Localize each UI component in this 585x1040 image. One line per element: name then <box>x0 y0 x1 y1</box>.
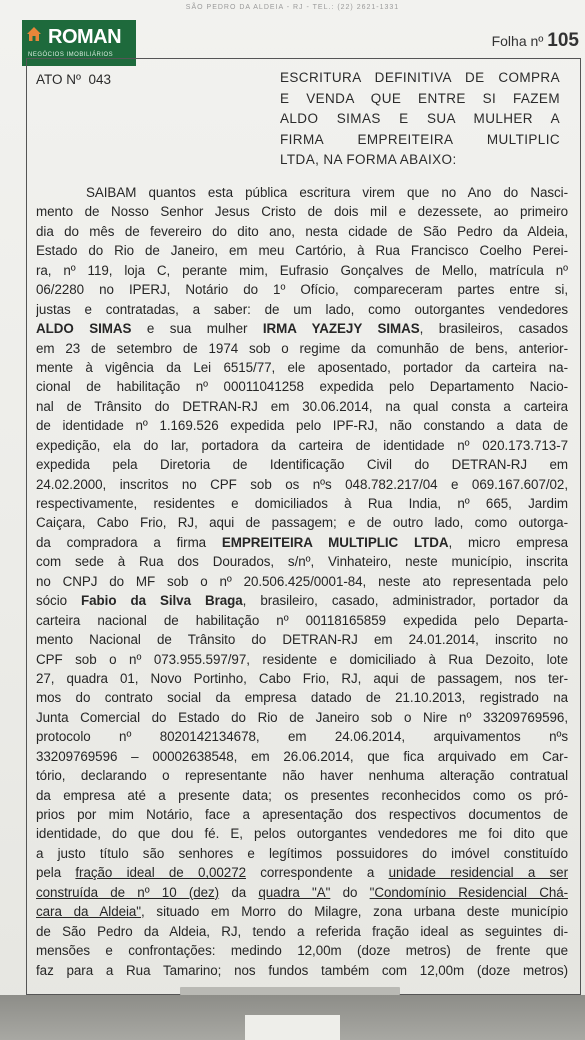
body-line: construída de nº 10 (dez) da quadra "A" do "Condomínio Residencial Chá- <box>36 884 568 900</box>
body-line: de identidade nº 1.169.526 expedida pelo IPF-RJ, não constando a data de <box>36 418 568 434</box>
table-surface <box>0 995 585 1040</box>
body-line: sócio Fabio da Silva Braga, brasileiro, casado, administrador, portador da <box>36 593 568 609</box>
body-line: cional de habilitação nº 00011041258 expedida pelo Departamento Nacio- <box>36 379 568 395</box>
deed-body <box>36 183 568 980</box>
body-line: prios por mim Notário, face a apresentação dos respectivos documentos de <box>36 807 568 822</box>
emphasis-text: ALDO SIMAS <box>36 321 132 337</box>
logo-tagline: NEGÓCIOS IMOBILIÁRIOS <box>28 52 114 58</box>
body-line: dia do mês de fevereiro do dito ano, nesta cidade de São Pedro da Aldeia, <box>36 223 568 239</box>
body-line: Caiçara, Cabo Frio, RJ, aqui de passagem; e de outro lado, como outorga- <box>36 515 568 531</box>
body-line: justas e contratadas, a saber: de um lado, como outorgantes vendedores <box>36 301 568 317</box>
folha-label <box>492 30 579 52</box>
body-line: em 23 de setembro de 1974 sob o regime da comunhão de bens, anterior- <box>36 340 568 356</box>
ato-label: ATO Nº <box>36 72 81 87</box>
body-line: cara da Aldeia", situado em Morro do Milagre, zona urbana deste município <box>36 904 568 920</box>
office-header: SÃO PEDRO DA ALDEIA - RJ - TEL.: (22) 2621-1331 <box>185 4 400 11</box>
body-line: 24.02.2000, inscritos no CPF sob os nºs 048.782.217/04 e 069.167.607/02, <box>36 476 568 492</box>
title-line: FIRMA EMPREITEIRA MULTIPLIC <box>280 131 560 147</box>
emphasis-text: IRMA YAZEJY SIMAS <box>262 321 420 337</box>
body-line: protocolo nº 8020142134678, em 24.06.2014, arquivamentos nºs <box>36 729 568 745</box>
body-line: com sede à Rua dos Dourados, s/nº, Vinhateiro, neste município, inscrita <box>36 554 568 570</box>
body-line: expedição, ela do lar, portadora da carteira de identidade nº 020.173.713-7 <box>36 437 568 453</box>
title-line: ALDO SIMAS E SUA MULHER A <box>280 111 560 126</box>
body-line: mente à vigência da Lei 6515/77, ele aposentado, portador da carteira na- <box>36 359 568 375</box>
folha-text: Folha nº <box>491 33 544 49</box>
body-line: mos do contrato social da empresa datado de 21.10.2013, registrado na <box>36 690 568 706</box>
body-line: da compradora a firma EMPREITEIRA MULTIPLIC LTDA, micro empresa <box>36 534 568 550</box>
body-line: a justo título são senhores e legítimos possuidores do imóvel constituído <box>36 845 568 861</box>
body-line: mento de Nosso Senhor Jesus Cristo de dois mil e dezessete, ao primeiro <box>36 204 568 220</box>
title-line: E VENDA QUE ENTRE SI FAZEM <box>280 90 560 106</box>
body-line: Estado do Rio de Janeiro, em meu Cartório, à Rua Francisco Coelho Perei- <box>36 243 568 259</box>
folha-number: 105 <box>547 30 579 51</box>
body-line: 27, quadra 01, Novo Portinho, Cabo Frio, RJ, aqui de passagem, nos ter- <box>36 670 568 686</box>
body-line: carteira nacional de habilitação nº 00118165859 expedida pelo Departa- <box>36 612 568 628</box>
paper-edge <box>245 1015 340 1040</box>
house-icon <box>26 26 42 42</box>
ato-number <box>36 72 111 87</box>
deed-title <box>280 68 560 171</box>
body-line: faz para a Rua Tamarino; nos fundos também com 12,00m (doze metros) <box>36 962 568 978</box>
logo-name: ROMAN <box>48 26 122 48</box>
body-line: 33209769596 – 00002638548, em 26.06.2014, que fica arquivado em Car- <box>36 748 568 764</box>
emphasis-text: EMPREITEIRA MULTIPLIC LTDA <box>221 534 449 550</box>
ato-value: 043 <box>88 72 111 87</box>
title-line: LTDA, NA FORMA ABAIXO: <box>280 152 457 167</box>
body-line: tório, declarando o representante não haver nenhuma alteração contratual <box>36 768 568 784</box>
body-line: CPF sob o nº 073.955.597/97, residente e domiciliado à Rua Dezoito, lote <box>36 651 568 667</box>
emphasis-text: quadra "A" <box>258 884 331 900</box>
body-line: mensões e confrontações: medindo 12,00m (doze metros) de frente que <box>36 943 568 959</box>
title-line: ESCRITURA DEFINITIVA DE COMPRA <box>280 70 560 85</box>
emphasis-text: construída de nº 10 (dez) <box>36 884 220 900</box>
body-line: respectivamente, residentes e domiciliados à Rua India, nº 665, Jardim <box>36 496 568 511</box>
footer-seal-strip <box>180 987 400 995</box>
emphasis-text: cara da Aldeia" <box>36 904 142 920</box>
body-line: ra, nº 119, loja C, perante mim, Eufrasio Gonçalves de Mello, matrícula nº <box>36 262 568 278</box>
body-line: SAIBAM quantos esta pública escritura virem que no Ano do Nasci- <box>86 185 568 200</box>
body-line: 06/2280 no IPERJ, Notário do 1º Ofício, compareceram partes entre si, <box>36 282 568 298</box>
emphasis-text: unidade residencial a ser <box>388 865 568 881</box>
emphasis-text: "Condomínio Residencial Chá- <box>369 884 568 900</box>
emphasis-text: Fabio da Silva Braga <box>81 593 243 609</box>
body-line: Junta Comercial do Estado do Rio de Janeiro sob o Nire nº 33209769596, <box>36 709 568 725</box>
body-line: identidade, do que dou fé. E, pelos outorgantes vendedores me foi dito que <box>36 826 568 842</box>
body-line: de São Pedro da Aldeia, RJ, tendo a referida fração ideal as seguintes di- <box>36 923 568 939</box>
body-line: da empresa até a presente data; os presentes reconhecidos como os pró- <box>36 787 568 803</box>
body-line: nal de Trânsito do DETRAN-RJ em 30.06.2014, na qual consta a carteira <box>36 398 568 414</box>
body-line: ALDO SIMAS e sua mulher IRMA YAZEJY SIMAS, brasileiros, casados <box>36 321 568 337</box>
body-line: expedida pela Diretoria de Identificação Civil do DETRAN-RJ em <box>36 457 568 473</box>
body-line: no CNPJ do MF sob o nº 20.506.425/0001-84, neste ato representada pelo <box>36 573 568 589</box>
emphasis-text: fração ideal de 0,00272 <box>75 865 246 881</box>
body-line: pela fração ideal de 0,00272 correspondente a unidade residencial a ser <box>36 865 568 881</box>
body-line: mento Nacional de Trânsito do DETRAN-RJ em 24.01.2014, inscrito no <box>36 632 568 648</box>
